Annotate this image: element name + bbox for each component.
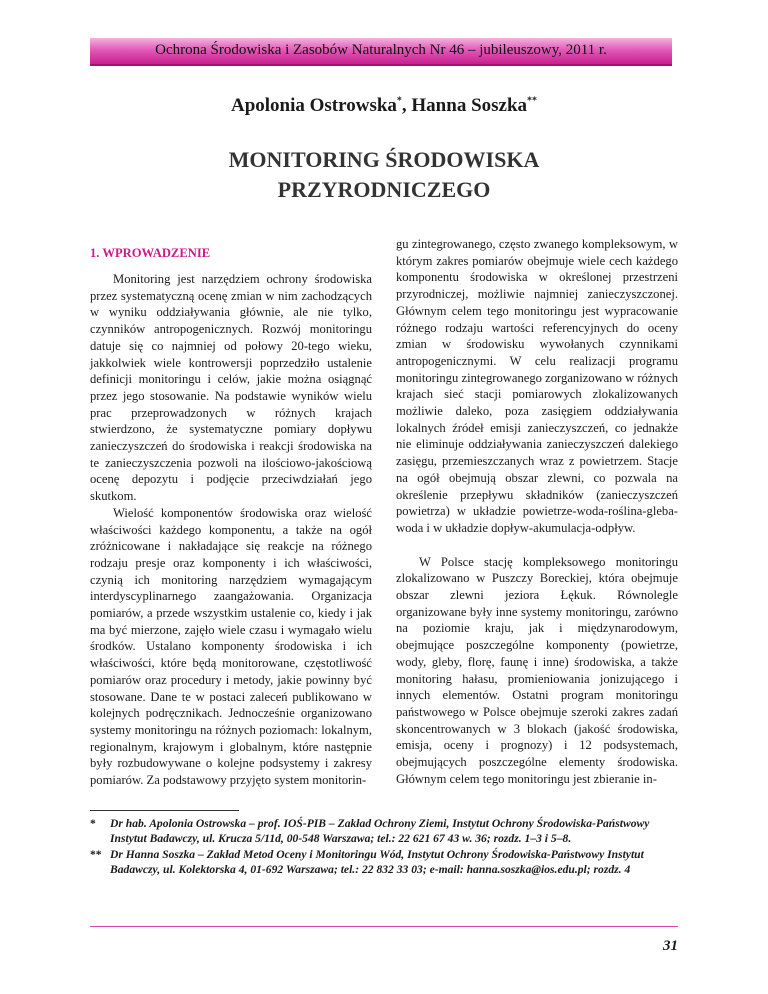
journal-header-text: Ochrona Środowiska i Zasobów Naturalnych Nr 46 – jubileuszowy, 2011 r. xyxy=(155,42,607,58)
author-separator: , xyxy=(401,95,412,116)
author-1-name: Apolonia Ostrowska xyxy=(230,95,397,116)
paragraph: Wielość komponentów środowiska oraz wielość właściwości każdego komponentu, a także na ogół zróżnicowane i nakładające się reakcje na różnego rodzaju presje oraz komponenty i ich właściwości, czynią ich monitoring narzędziem wymagającym interdyscyplinarnego zaangażowania. Organizacja pomiarów, a przede wszystkim ustalenie co, kiedy i jak ma być mierzone, zajęło wiele czasu i wymagało wielu środków. Ustalano komponenty środowiska i ich właściwości, które będą monitorowane, częstotliwość pomiarów oraz procedury i metody, jakie powinny być stosowane. Dane te w postaci zaleceń publikowano w kolejnych podręcznikach. Jednocześnie organizowano systemy monitoringu na różnych poziomach: lokalnym, regionalnym, krajowym i globalnym, które następnie były rozbudowywane o kolejne podsystemy i zakresy pomiarów. Za podstawowy przyjęto system monitorin- xyxy=(90,505,372,788)
footnote-rule xyxy=(90,810,239,811)
right-column xyxy=(396,236,678,788)
footnote-text: Dr hab. Apolonia Ostrowska – prof. IOŚ-PIB – Zakład Ochrony Ziemi, Instytut Ochrony Środowiska-Państwowy Instytut Badawczy, ul. Krucza 5/11d, 00-548 Warszawa; tel.: 22 621 67 43 w. 36; rozdz. 1–3 i 5–8. xyxy=(110,817,650,846)
author-2-name: Hanna Soszka xyxy=(411,95,528,116)
author-1-marker: * xyxy=(396,95,402,107)
article-title xyxy=(0,145,768,205)
title-line-1: MONITORING ŚRODOWISKA xyxy=(228,147,540,172)
footnote-text: Dr Hanna Soszka – Zakład Metod Oceny i Monitoringu Wód, Instytut Ochrony Środowiska-Państwowy Instytut Badawczy, ul. Kolektorska 4, 01-692 Warszawa; tel.: 22 832 33 03; e-mail: hanna.soszka@ios.edu.pl; rozdz. 4 xyxy=(110,847,644,877)
section-heading: 1. WPROWADZENIE xyxy=(90,246,211,260)
authors-line xyxy=(0,95,768,117)
footnote-2 xyxy=(90,847,678,878)
paragraph: W Polsce stację kompleksowego monitoringu zlokalizowano w Puszczy Boreckiej, która obejmuje obszar zlewni jeziora Łękuk. Równolegle organizowane były inne systemy monitoringu, zarówno na poziomie kraju, jak i międzynarodowym, obejmujące poszczególne komponenty (powietrze, wody, gleby, florę, faunę i inne) środowiska, a także monitoring hałasu, promieniowania jonizującego i innych elementów. Ostatni program monitoringu państwowego w Polsce obejmuje szeroki zakres zadań skoncentrowanych w 3 blokach (jakość środowiska, emisja, oceny i prognozy) i 12 podsystemach, obejmujących poszczególne elementy środowiska. Głównym celem tego monitoringu jest zbieranie in- xyxy=(396,554,678,786)
footnote-1 xyxy=(90,816,678,847)
footer-rule xyxy=(90,926,678,927)
footnote-marker: ** xyxy=(90,847,102,861)
left-column xyxy=(90,271,372,789)
paragraph-continuation: gu zintegrowanego, często zwanego kompleksowym, w którym zakres pomiarów obejmuje wiele cech każdego komponentu środowiska w określonej przestrzeni przyrodniczej, możliwie najmniej zanieczyszczonej. Głównym celem tego monitoringu jest wypracowanie różnego rodzaju wartości referencyjnych do oceny zmian w środowisku wywołanych czynnikami antropogenicznymi. W celu realizacji programu monitoringu zintegrowanego zorganizowano w różnych krajach sieć stacji pomiarowych zlokalizowanych możliwie daleko, poza zasięgiem oddziaływania lokalnych źródeł emisji zanieczyszczeń, co jednakże nie eliminuje oddziaływania zanieczyszczeń dalekiego zasięgu, przemieszczanych wraz z powietrzem. Stacje na ogół obejmują obszar zlewni, co pozwala na określenie przepływu składników (zanieczyszczeń powietrza) w układzie powietrze-woda-roślina-gleba-woda i w układzie dopływ-akumulacja-odpływ. xyxy=(396,237,678,535)
journal-header-band xyxy=(90,38,672,64)
title-line-2: PRZYRODNICZEGO xyxy=(277,177,491,202)
paragraph: Monitoring jest narzędziem ochrony środowiska przez systematyczną ocenę zmian w nim zachodzących w wyniku oddziaływania głównie, ale nie tylko, czynników antropogenicznych. Rozwój monitoringu datuje się co najmniej od połowy 20-tego wieku, jakkolwiek wiele kontrowersji poprzedziło ustalenie definicji monitoringu i celów, jakie można osiągnąć przez jego stosowanie. Na podstawie wyników wielu prac przeprowadzonych w różnych krajach stwierdzono, że systematyczne pomiary dopływu zanieczyszczeń do środowiska i reakcji środowiska na te zanieczyszczenia pozwoli na ilościowo-jakościową ocenę depozytu i podjęcie przeciwdziałań jego skutkom. xyxy=(90,272,372,504)
footnotes xyxy=(90,816,678,878)
footnote-marker: * xyxy=(90,817,96,830)
page-number: 31 xyxy=(663,938,678,954)
author-2-marker: ** xyxy=(527,95,538,107)
